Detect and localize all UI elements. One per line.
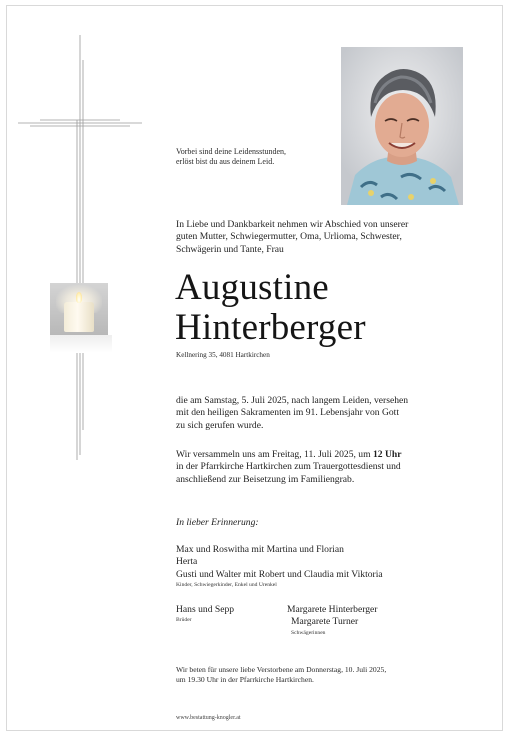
rosary-notice [176, 665, 476, 685]
family-list [176, 544, 476, 589]
first-name: Augustine [175, 267, 329, 308]
intro-line: In Liebe und Dankbarkeit nehmen wir Abschied von unserer [176, 219, 409, 230]
website-link[interactable]: www.bestattung-knogler.at [176, 715, 241, 721]
service-time: 12 Uhr [372, 449, 402, 460]
family-line: Max und Roswitha mit Martina und Florian [176, 544, 344, 555]
sister-in-law-name: Margarete Hinterberger [287, 604, 378, 615]
service-date: Wir versammeln uns am Freitag, 11. Juli 2025, um [176, 449, 373, 460]
brothers-column [176, 604, 286, 624]
deceased-address: Kellnering 35, 4081 Hartkirchen [176, 351, 270, 359]
last-name: Hinterberger [175, 307, 366, 348]
memory-heading: In lieber Erinnerung: [176, 517, 259, 528]
portrait-photo [341, 47, 463, 205]
epigraph-line: erlöst bist du aus deinem Leid. [176, 157, 275, 166]
intro-line: Schwägerin und Tante, Frau [176, 243, 284, 255]
brothers-caption: Brüder [176, 617, 192, 624]
death-notice-line: mit den heiligen Sakramenten im 91. Lebensjahr von Gott [176, 407, 400, 419]
family-caption: Kinder, Schwiegerkinder, Enkel und Urenkel [176, 581, 277, 588]
service-notice [176, 449, 476, 486]
rosary-line: um 19.30 Uhr in der Pfarrkirche Hartkirchen. [176, 675, 314, 684]
epigraph [176, 147, 336, 167]
death-notice [176, 395, 476, 432]
epigraph-line: Vorbei sind deine Leidensstunden, [176, 147, 287, 156]
service-line: in der Pfarrkirche Hartkirchen zum Trauergottesdienst und [176, 461, 401, 473]
family-line: Herta [176, 556, 198, 568]
sisters-in-law-caption: Schwägerinnen [291, 629, 326, 636]
sisters-in-law-column [287, 604, 477, 637]
deceased-name [175, 268, 475, 348]
intro-text [176, 219, 476, 256]
cross-icon [0, 0, 160, 470]
intro-line: guten Mutter, Schwiegermutter, Oma, Urlioma, Schwester, [176, 231, 402, 243]
candle-reflection [50, 335, 112, 353]
family-line: Gusti und Walter mit Robert und Claudia mit Viktoria [176, 568, 383, 580]
death-notice-line: zu sich gerufen wurde. [176, 419, 264, 431]
sister-in-law-name: Margarete Turner [291, 616, 359, 628]
rosary-line: Wir beten für unsere liebe Verstorbene am Donnerstag, 10. Juli 2025, [176, 665, 387, 674]
death-notice-line: die am Samstag, 5. Juli 2025, nach langem Leiden, versehen [176, 395, 409, 406]
brothers-names: Hans und Sepp [176, 604, 235, 615]
flame-icon [76, 292, 82, 303]
service-line: anschließend zur Beisetzung im Familiengrab. [176, 473, 355, 485]
candle-image [50, 283, 108, 335]
service-line [176, 449, 476, 461]
